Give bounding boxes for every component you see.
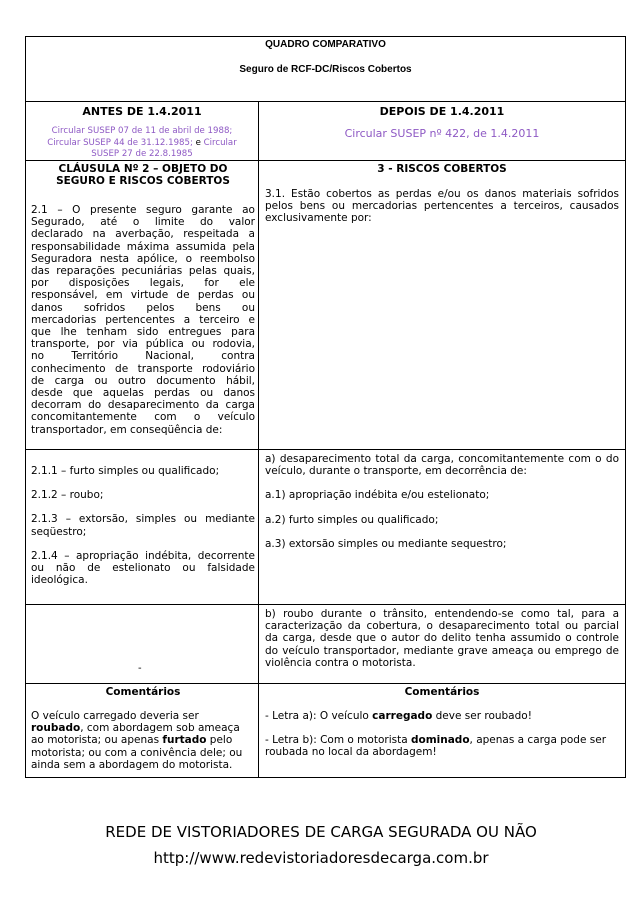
text-line: do veículo transportador, mediante grave ameaça ou emprego de	[265, 644, 619, 657]
text-line: transportador, em conseqüência de:	[31, 423, 223, 436]
text-line: violência contra o motorista.	[265, 656, 416, 669]
list-item: a.3) extorsão simples ou mediante sequestro;	[265, 537, 507, 550]
comment-letter-b: - Letra b): Com o motorista dominado, apenas a carga pode ser	[265, 734, 607, 747]
text-line: das reparações pecuniárias pelas quais,	[31, 265, 255, 278]
text-line: mercadorias pertencentes a terceiro e	[31, 313, 255, 326]
text-line: veículo, durante o transporte, em decorrência de:	[265, 465, 527, 478]
footer-url[interactable]: http://www.redevistoriadoresdecarga.com.br	[153, 849, 489, 867]
text-line: no Território Nacional, contra	[31, 350, 255, 363]
left-comments-text: O veículo carregado deveria ser roubado, com abordagem sob ameaça ao motorista; ou apenas furtado pelo motorista; ou com a conivência dele; ou ainda sem a abordagem do motorista.	[31, 710, 243, 771]
right-clause-heading: 3 - RISCOS COBERTOS	[377, 163, 507, 175]
column-header-row	[26, 101, 625, 160]
title-row	[26, 37, 625, 101]
text-line: seqüestro;	[31, 525, 87, 538]
footer-title: REDE DE VISTORIADORES DE CARGA SEGURADA OU NÃO	[105, 823, 537, 841]
text-line: 3.1. Estão cobertos as perdas e/ou os danos materiais sofridos	[265, 188, 619, 200]
text-line: declarado na averbação, respeitada a	[31, 228, 255, 241]
list-item: a.1) apropriação indébita e/ou estelionato;	[265, 489, 490, 502]
table-title: QUADRO COMPARATIVO	[265, 39, 386, 50]
text-line: ou não de estelionato ou falsidade	[31, 562, 255, 575]
text-line: concomitantemente com o veículo	[31, 411, 255, 424]
text-line: responsável, em virtude de perdas ou	[31, 289, 255, 302]
text-line: transporte, por via pública ou rodovia,	[31, 338, 255, 351]
left-column-header: ANTES DE 1.4.2011	[82, 105, 202, 118]
left-comments-title: Comentários	[105, 686, 181, 698]
text-line: 2.1.3 – extorsão, simples ou mediante	[31, 513, 255, 526]
text-line: pelos bens ou mercadorias pertencentes a terceiros, causados	[265, 200, 619, 213]
text-line: 2.1.4 – apropriação indébita, decorrente	[31, 549, 255, 562]
text-line: Segurado, até o limite do valor	[31, 216, 255, 229]
right-comments-title: Comentários	[404, 686, 480, 698]
left-column-source: Circular SUSEP 07 de 11 de abril de 1988; Circular SUSEP 44 de 31.12.1985; e Circular SUSEP 27 de 22.8.1985	[47, 126, 237, 159]
table-subtitle: Seguro de RCF-DC/Riscos Cobertos	[239, 64, 412, 75]
item-a-subitems	[265, 489, 619, 550]
right-column-header: DEPOIS DE 1.4.2011	[379, 105, 505, 118]
text-line: desde que aquelas perdas ou danos	[31, 387, 255, 400]
clause-2-1-text	[31, 204, 255, 436]
text-line: 2.1.2 – roubo;	[31, 489, 104, 502]
text-line: por disposições legais, for ele	[31, 277, 255, 290]
comment-letter-a: - Letra a): O veículo carregado deve ser roubado!	[265, 710, 532, 722]
item-a-intro	[265, 453, 619, 477]
item-b-text	[265, 608, 619, 669]
left-clause-heading: CLÁUSULA Nº 2 – OBJETO DO SEGURO E RISCOS COBERTOS	[56, 163, 230, 187]
text-line: de carga ou outro documento hábil,	[31, 374, 255, 387]
list-item	[31, 550, 255, 587]
list-item	[31, 513, 255, 537]
clause-3-1-text	[265, 188, 619, 225]
comments-row	[26, 683, 625, 777]
text-line: danos sofridos pelos bens ou	[31, 301, 255, 314]
text-line: 2.1.1 – furto simples ou qualificado;	[31, 465, 220, 477]
dash-mark: -	[138, 663, 142, 674]
text-line: ideológica.	[31, 574, 88, 587]
text-line: Seguradora nesta apólice, o reembolso	[31, 252, 255, 265]
list-item	[31, 465, 255, 477]
right-column-source: Circular SUSEP nº 422, de 1.4.2011	[344, 127, 540, 140]
text-line: decorram do desaparecimento da carga	[31, 399, 255, 412]
text-line: 2.1 – O presente seguro garante ao	[31, 204, 255, 216]
text-line: exclusivamente por:	[265, 212, 372, 225]
section-3-row	[26, 604, 625, 683]
text-line: da carga, desde que o autor do delito tenha assumido o controle	[265, 632, 619, 645]
section-1-row	[26, 160, 625, 449]
clause-2-1-items	[31, 465, 255, 586]
right-comments-text: - Letra a): O veículo carregado deve ser roubado! - Letra b): Com o motorista dominado, apenas a carga pode ser roubada no local da abordagem!	[265, 710, 619, 759]
comparison-table	[25, 36, 626, 778]
text-line: conhecimento de transporte rodoviário	[31, 362, 255, 375]
text-line: caracterização da cobertura, o desaparecimento total ou parcial	[265, 620, 619, 633]
text-line: que lhe tenham sido entregues para	[31, 326, 255, 339]
text-line: responsabilidade máxima assumida pela	[31, 240, 255, 253]
list-item	[31, 489, 255, 501]
text-line: a) desaparecimento total da carga, concomitantemente com o do	[265, 453, 619, 465]
text-line: b) roubo durante o trânsito, entendendo-se como tal, para a	[265, 608, 619, 620]
section-2-row	[26, 449, 625, 604]
list-item: a.2) furto simples ou qualificado;	[265, 513, 439, 526]
